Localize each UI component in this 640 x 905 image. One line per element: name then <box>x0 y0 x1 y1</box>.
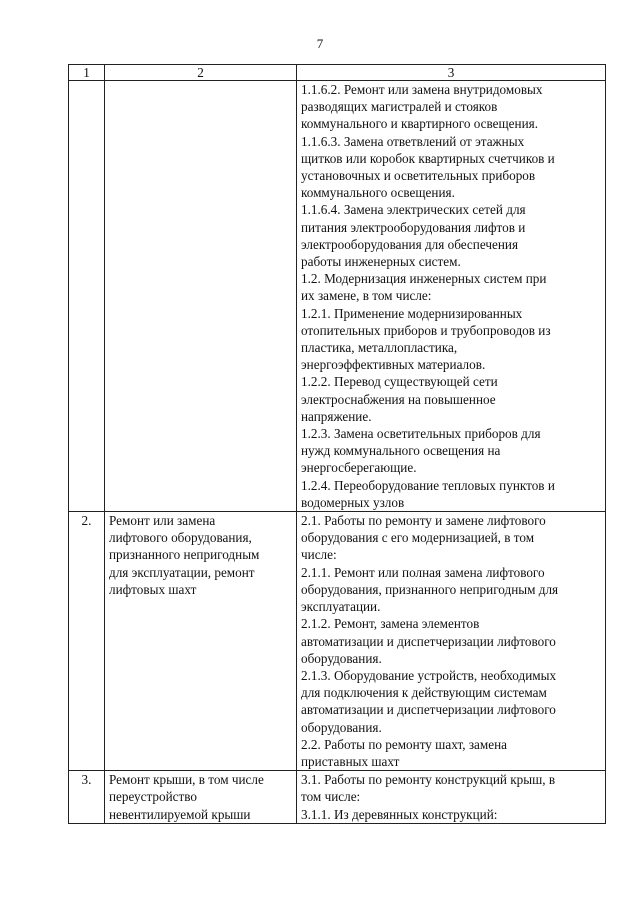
text-line: 2.1. Работы по ремонту и замене лифтового <box>301 513 546 529</box>
text-line: оборудования. <box>301 650 382 666</box>
text-line: 1.1.6.4. Замена электрических сетей для <box>301 202 526 218</box>
text-line: 1.2.3. Замена осветительных приборов для <box>301 426 541 442</box>
text-line: установочных и осветительных приборов <box>301 168 536 184</box>
text-line: для подключения к действующим системам <box>301 685 547 701</box>
text-line: 1.2. Модернизация инженерных систем при <box>301 271 547 287</box>
text-line: 1.1.6.2. Ремонт или замена внутридомовых <box>301 82 543 97</box>
text-line: Ремонт или замена <box>109 513 216 529</box>
text-line: лифтовых шахт <box>109 581 197 597</box>
text-line: приставных шахт <box>301 753 400 769</box>
text-line: отопительных приборов и трубопроводов из <box>301 322 551 338</box>
text-line: эксплуатации. <box>301 599 381 615</box>
text-line: их замене, в том числе: <box>301 288 432 304</box>
text-line: Ремонт крыши, в том числе <box>109 772 264 788</box>
row-number: 2. <box>69 512 105 771</box>
table-header-row <box>69 65 606 81</box>
text-line: числе: <box>301 547 337 563</box>
text-line: оборудования, признанного непригодным для <box>301 581 559 597</box>
text-line: работы инженерных систем. <box>301 254 461 270</box>
work-name-cell <box>105 512 297 771</box>
text-line: 2.2. Работы по ремонту шахт, замена <box>301 736 507 752</box>
table-row <box>69 771 606 824</box>
text-line: лифтового оборудования, <box>109 530 252 546</box>
text-line: 1.2.4. Переоборудование тепловых пунктов и <box>301 477 555 493</box>
text-line: энергосберегающие. <box>301 460 417 476</box>
text-line: энергоэффективных материалов. <box>301 357 486 373</box>
text-line: том числе: <box>301 789 361 805</box>
text-line: питания электрооборудования лифтов и <box>301 219 526 235</box>
table-row <box>69 81 606 512</box>
work-name-cell <box>105 81 297 512</box>
text-line: разводящих магистралей и стояков <box>301 99 498 115</box>
text-line: водомерных узлов <box>301 494 405 510</box>
text-line: автоматизации и диспетчеризации лифтового <box>301 702 556 718</box>
work-description-cell <box>297 771 606 824</box>
text-line: 3.1. Работы по ремонту конструкций крыш, в <box>301 772 556 788</box>
text-line: щитков или коробок квартирных счетчиков и <box>301 150 555 166</box>
header-col-1: 1 <box>69 65 105 81</box>
text-line: оборудования. <box>301 719 382 735</box>
row-number <box>69 81 105 512</box>
text-line: 1.1.6.3. Замена ответвлений от этажных <box>301 133 525 149</box>
text-line: нужд коммунального освещения на <box>301 443 501 459</box>
header-col-2: 2 <box>105 65 297 81</box>
text-line: невентилируемой крыши <box>109 806 251 822</box>
text-line: оборудования с его модернизацией, в том <box>301 530 535 546</box>
text-line: 2.1.3. Оборудование устройств, необходимых <box>301 667 557 683</box>
work-description-cell <box>297 512 606 771</box>
text-line: напряжение. <box>301 408 372 424</box>
text-line: 2.1.1. Ремонт или полная замена лифтового <box>301 564 545 580</box>
table-row <box>69 512 606 771</box>
text-line: переустройство <box>109 789 197 805</box>
row-number: 3. <box>69 771 105 824</box>
text-line: признанного непригодным <box>109 547 260 563</box>
text-line: электроснабжения на повышенное <box>301 391 496 407</box>
text-line: 3.1.1. Из деревянных конструкций: <box>301 806 498 822</box>
work-description-cell <box>297 81 606 512</box>
page-number: 7 <box>316 36 324 51</box>
text-line: 1.2.2. Перевод существующей сети <box>301 374 498 390</box>
text-line: пластика, металлопластика, <box>301 340 458 356</box>
works-table <box>68 64 606 824</box>
text-line: автоматизации и диспетчеризации лифтового <box>301 633 556 649</box>
text-line: 1.2.1. Применение модернизированных <box>301 305 523 321</box>
text-line: коммунального освещения. <box>301 185 455 201</box>
text-line: для эксплуатации, ремонт <box>109 564 255 580</box>
text-line: электрооборудования для обеспечения <box>301 236 519 252</box>
text-line: коммунального и квартирного освещения. <box>301 116 538 132</box>
work-name-cell <box>105 771 297 824</box>
header-col-3: 3 <box>297 65 606 81</box>
text-line: 2.1.2. Ремонт, замена элементов <box>301 616 480 632</box>
